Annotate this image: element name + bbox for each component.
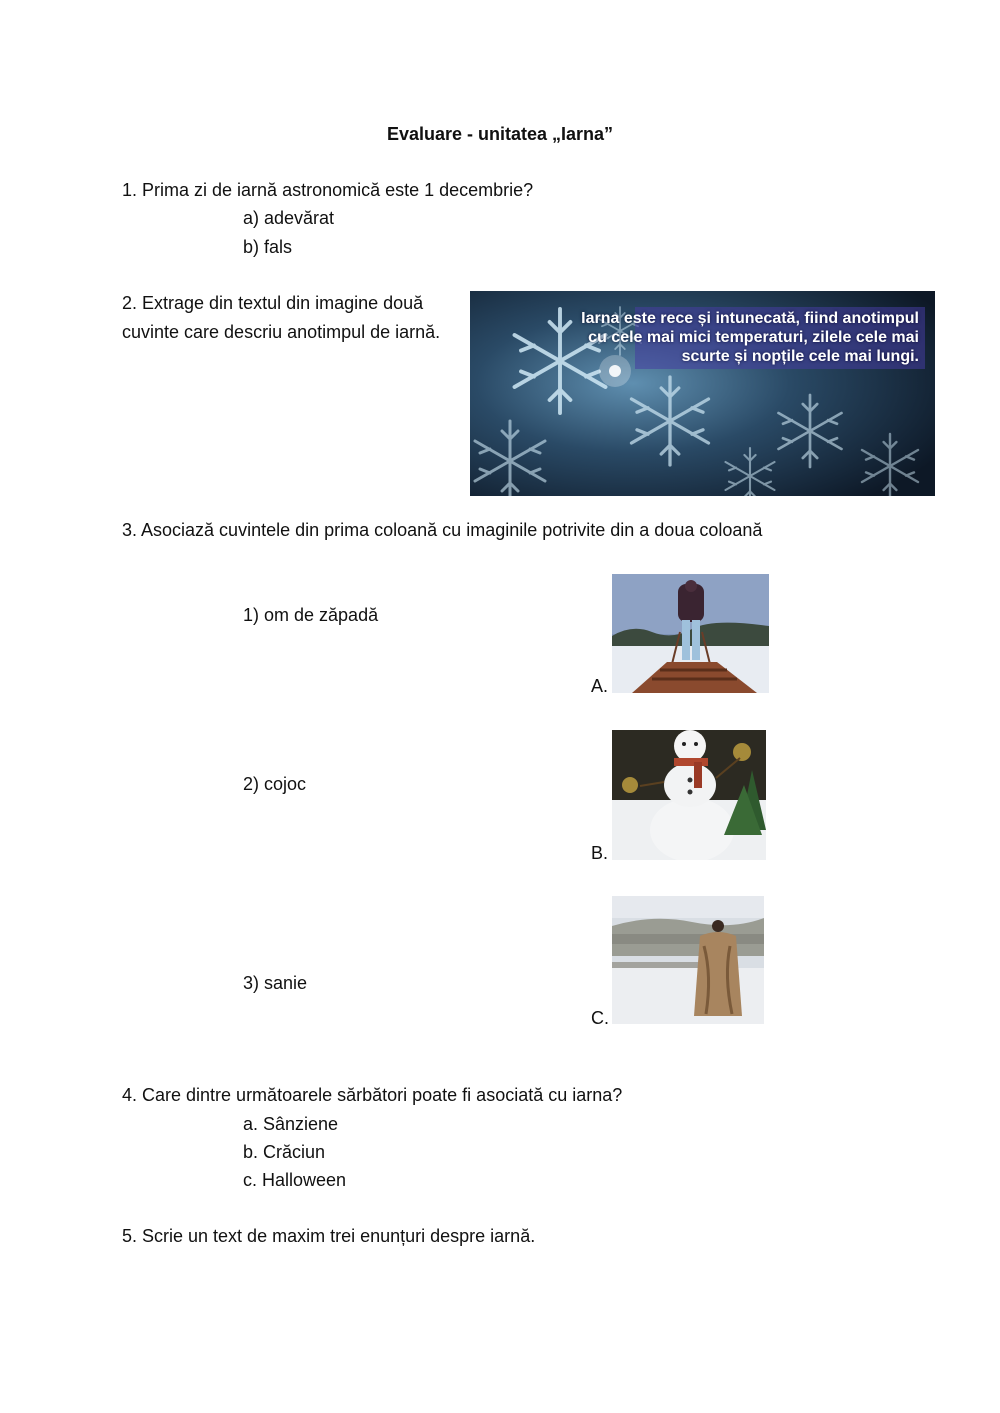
match-letter-c: C. [591, 1008, 609, 1028]
match-letter-b: B. [591, 843, 609, 863]
banner-caption [581, 309, 919, 366]
snowflake-banner-image [470, 291, 935, 496]
q4-option-c[interactable]: c. Halloween [243, 1170, 347, 1190]
question-3: 3. Asociază cuvintele din prima coloană cu imaginile potrivite din a doua coloană [122, 520, 763, 540]
match-word-2: 2) cojoc [243, 774, 307, 794]
q4-option-b[interactable]: b. Crăciun [243, 1142, 326, 1162]
q4-option-a[interactable]: a. Sânziene [243, 1114, 339, 1134]
sheepskin-coat-image[interactable] [612, 896, 764, 1024]
match-letter-a: A. [591, 676, 609, 696]
match-word-3: 3) sanie [243, 973, 308, 993]
banner-line-1: Iarna este rece și intunecată, fiind anotimpul [581, 310, 919, 327]
sled-image[interactable] [612, 574, 769, 693]
banner-line-3: scurte și nopțile cele mai lungi. [681, 348, 919, 365]
question-2-line-1: 2. Extrage din textul din imagine două [122, 293, 424, 313]
question-5: 5. Scrie un text de maxim trei enunțuri despre iarnă. [122, 1226, 536, 1246]
q1-option-b[interactable]: b) fals [243, 237, 293, 257]
page-title: Evaluare - unitatea „Iarna” [386, 124, 614, 144]
question-4: 4. Care dintre următoarele sărbători poate fi asociată cu iarna? [122, 1085, 623, 1105]
match-word-1: 1) om de zăpadă [243, 605, 379, 625]
snowman-image[interactable] [612, 730, 766, 860]
question-1: 1. Prima zi de iarnă astronomică este 1 decembrie? [122, 180, 534, 200]
question-2-line-2: cuvinte care descriu anotimpul de iarnă. [122, 322, 441, 342]
banner-line-2: cu cele mai mici temperaturi, zilele cele mai [588, 329, 919, 346]
q1-option-a[interactable]: a) adevărat [243, 208, 335, 228]
